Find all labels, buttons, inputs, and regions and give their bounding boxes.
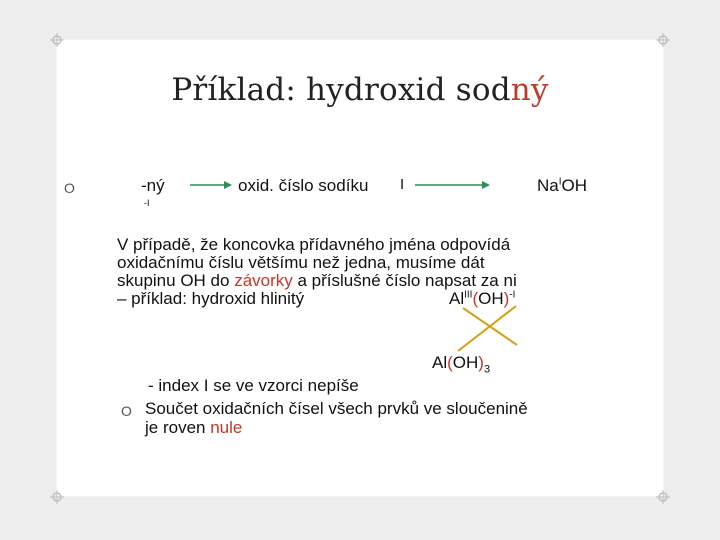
arrow-suffix-to-label [190, 181, 232, 189]
formula1-open: ( [472, 289, 479, 308]
arrow-value-to-formula [415, 181, 490, 189]
formula2-sub: 3 [483, 363, 491, 376]
formula2-close: ) [478, 353, 484, 372]
note-text: - index I se ve vzorci nepíše [148, 376, 359, 395]
formula2-open: ( [447, 353, 453, 372]
oxidation-label: oxid. číslo sodíku [238, 176, 369, 195]
bullet2-line-1: Součet oxidačních čísel všech prvků ve sloučenině [145, 399, 528, 418]
formula1-el-sup: III [464, 289, 473, 301]
formula-na: Na [537, 176, 559, 195]
bullet-marker: O [64, 180, 75, 196]
paragraph-line-3-b: a příslušné číslo napsat za ni [292, 271, 517, 290]
cross-arrows-icon [458, 306, 517, 351]
bullet2-marker: O [121, 403, 132, 419]
formula-na-sup: I [558, 176, 562, 188]
paragraph-line-1: V případě, že koncovka přídavného jména odpovídá [117, 235, 511, 254]
oxidation-value: I [400, 176, 405, 193]
formula1-close-sup: -I [509, 289, 516, 301]
title-main: Příklad: hydroxid sod [171, 72, 511, 108]
formula1-close: ) [503, 289, 510, 308]
title-accent: ný [510, 72, 549, 108]
formula2-group: OH [452, 353, 479, 372]
keyword-zavorky: závorky [234, 271, 293, 290]
formula1-group: OH [478, 289, 504, 308]
suffix-subscript: -I [144, 198, 150, 208]
paragraph-line-2: oxidačnímu číslu většímu než jedna, musíme dát [117, 253, 485, 272]
formula2-el: Al [432, 353, 448, 372]
formula-oh: OH [561, 176, 588, 195]
paragraph-line-3-a: skupinu OH do [117, 271, 235, 290]
keyword-nule: nule [210, 418, 243, 437]
suffix-text: -ný [141, 176, 165, 195]
paragraph-line-4: – příklad: hydroxid hlinitý [117, 289, 305, 308]
formula1-el: Al [449, 289, 465, 308]
bullet2-line-2-a: je roven [145, 418, 211, 437]
